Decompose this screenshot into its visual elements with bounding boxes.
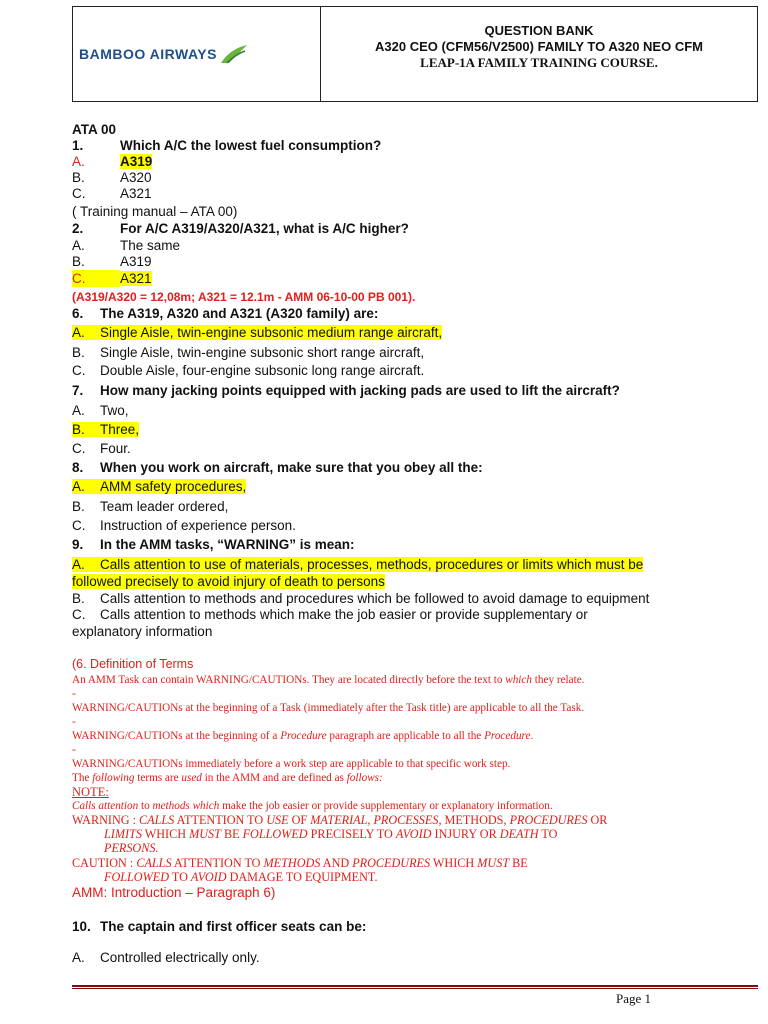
q6-option-a: A. Single Aisle, twin-engine subsonic medium range aircraft, bbox=[72, 325, 443, 340]
q1-option-a: A. A319 bbox=[72, 154, 153, 169]
q1-option-c: C. A321 bbox=[72, 186, 152, 201]
q7-option-c: C. Four. bbox=[72, 441, 131, 456]
ref-line-2: WARNING/CAUTIONs at the beginning of a Task (immediately after the Task title) are applicable to all the Task. bbox=[72, 702, 585, 714]
doc-subtitle: A320 CEO (CFM56/V2500) FAMILY TO A320 NEO CFM bbox=[375, 39, 703, 54]
q8-option-c: C. Instruction of experience person. bbox=[72, 518, 296, 533]
ref-caution-line-1: CAUTION : CALLS ATTENTION TO METHODS AND PROCEDURES WHICH MUST BE bbox=[72, 856, 528, 870]
ref-dash-2: - bbox=[72, 716, 76, 728]
q6-option-c: C. Double Aisle, four-engine subsonic long range aircraft. bbox=[72, 363, 425, 378]
header-table bbox=[72, 6, 758, 102]
q8-option-a: A. AMM safety procedures, bbox=[72, 479, 247, 494]
ref-dash-3: - bbox=[72, 744, 76, 756]
doc-subtitle-2: LEAP-1A FAMILY TRAINING COURSE. bbox=[420, 55, 658, 70]
ref-line-1: An AMM Task can contain WARNING/CAUTIONs. They are located directly before the text to which they relate. bbox=[72, 674, 585, 686]
ref-line-4: WARNING/CAUTIONs immediately before a work step are applicable to that specific work step. bbox=[72, 758, 511, 770]
q2-reference: (A319/A320 = 12,08m; A321 = 12.1m - AMM 06-10-00 PB 001). bbox=[72, 290, 416, 304]
q10-option-a: A. Controlled electrically only. bbox=[72, 950, 260, 965]
ref-dash-1: - bbox=[72, 688, 76, 700]
ata-heading: ATA 00 bbox=[72, 122, 117, 137]
ref-warning-line-1: WARNING : CALLS ATTENTION TO USE OF MATERIAL, PROCESSES, METHODS, PROCEDURES OR bbox=[72, 813, 608, 827]
ref-warning-line-2: LIMITS WHICH MUST BE FOLLOWED PRECISELY TO AVOID INJURY OR DEATH TO bbox=[104, 827, 558, 841]
question-9: 9. In the AMM tasks, “WARNING” is mean: bbox=[72, 537, 355, 552]
q9-option-c-line1: C. Calls attention to methods which make the job easier or provide supplementary or bbox=[72, 607, 588, 622]
q1-option-b: B. A320 bbox=[72, 170, 152, 185]
q7-option-b: B. Three, bbox=[72, 422, 140, 437]
title-cell bbox=[321, 7, 757, 101]
ref-note: NOTE: bbox=[72, 785, 109, 799]
logo-cell bbox=[73, 7, 321, 101]
ref-warning-line-3: PERSONS. bbox=[104, 841, 159, 855]
q9-option-a-line2: followed precisely to avoid injury of death to persons bbox=[72, 574, 385, 589]
q1-reference: ( Training manual – ATA 00) bbox=[72, 204, 238, 219]
question-6: 6. The A319, A320 and A321 (A320 family) are: bbox=[72, 306, 379, 321]
ref-heading: (6. Definition of Terms bbox=[72, 657, 194, 671]
doc-title: QUESTION BANK bbox=[484, 23, 594, 38]
question-2: 2. For A/C A319/A320/A321, what is A/C higher? bbox=[72, 221, 409, 236]
q8-option-b: B. Team leader ordered, bbox=[72, 499, 229, 514]
q9-option-a-line1: A. Calls attention to use of materials, processes, methods, procedures or limits which must be bbox=[72, 557, 644, 572]
footer-divider bbox=[72, 985, 758, 989]
question-8: 8. When you work on aircraft, make sure that you obey all the: bbox=[72, 460, 483, 475]
question-1: 1. Which A/C the lowest fuel consumption? bbox=[72, 138, 382, 153]
question-7: 7. How many jacking points equipped with jacking pads are used to lift the aircraft? bbox=[72, 383, 620, 398]
q9-option-c-line2: explanatory information bbox=[72, 624, 213, 639]
question-10: 10. The captain and first officer seats can be: bbox=[72, 919, 367, 934]
ref-line-5: The following terms are used in the AMM and are defined as follows: bbox=[72, 772, 383, 784]
q2-option-a: A. The same bbox=[72, 238, 181, 253]
q2-option-c: C. A321 bbox=[72, 271, 152, 286]
ref-line-3: WARNING/CAUTIONs at the beginning of a Procedure paragraph are applicable to all the Procedure. bbox=[72, 730, 534, 742]
q6-option-b: B. Single Aisle, twin-engine subsonic short range aircraft, bbox=[72, 345, 425, 360]
q9-option-b: B. Calls attention to methods and procedures which be followed to avoid damage to equipment bbox=[72, 591, 650, 606]
ref-amm: AMM: Introduction – Paragraph 6) bbox=[72, 885, 276, 900]
q7-option-a: A. Two, bbox=[72, 403, 129, 418]
bamboo-leaf-icon bbox=[219, 43, 249, 65]
bamboo-airways-logo: BAMBOO AIRWAYS bbox=[79, 46, 217, 62]
page-number: Page 1 bbox=[616, 991, 652, 1006]
q2-option-b: B. A319 bbox=[72, 254, 152, 269]
ref-line-6: Calls attention to methods which make the job easier or provide supplementary or explanatory information. bbox=[72, 800, 553, 812]
ref-caution-line-2: FOLLOWED TO AVOID DAMAGE TO EQUIPMENT. bbox=[104, 870, 378, 884]
